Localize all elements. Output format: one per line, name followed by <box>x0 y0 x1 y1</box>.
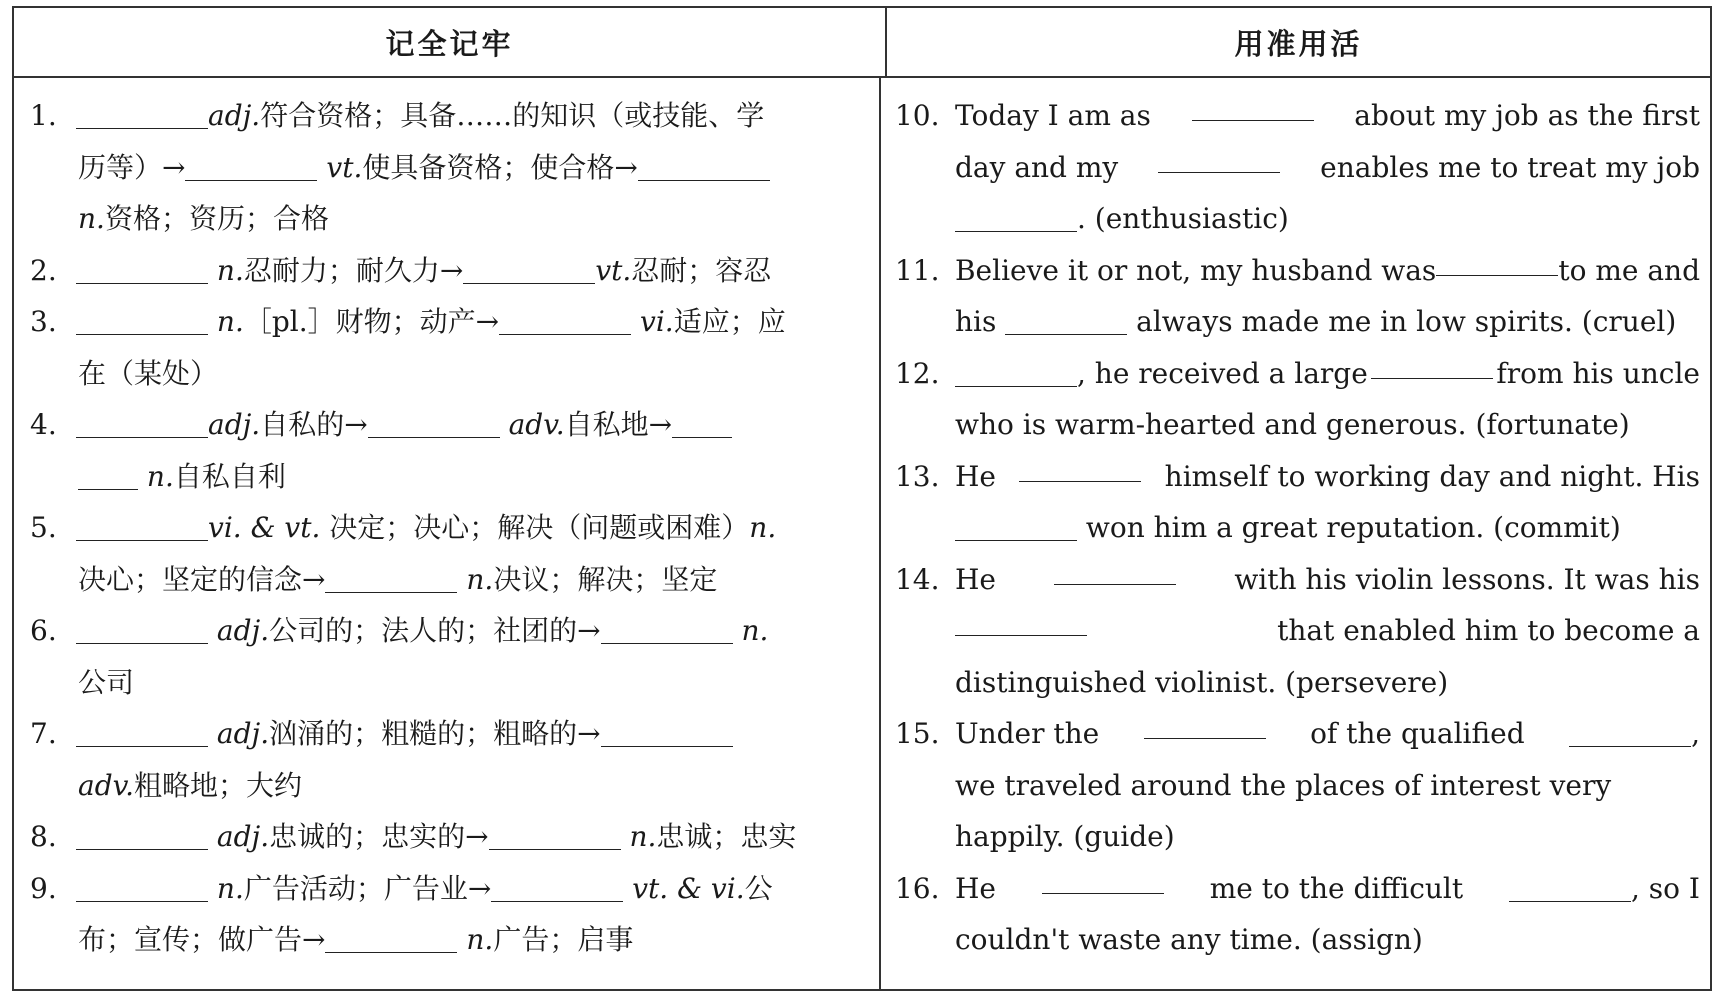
blank[interactable] <box>601 613 733 644</box>
blank[interactable] <box>955 510 1077 541</box>
vocabulary-table <box>12 6 1712 991</box>
item-7-line-1: 7. adj.汹涌的；粗糙的；粗略的→ <box>30 708 865 760</box>
blank[interactable] <box>76 819 208 850</box>
item-3-line-1: 3. n.［pl.］财物；动产→ vi.适应；应 <box>30 305 786 338</box>
blank[interactable] <box>76 304 208 335</box>
item-14-line-1: 14. He with his violin lessons. It was his <box>895 554 1700 606</box>
item-1-line-1: 1. adj.符合资格；具备……的知识（或技能、学 <box>30 99 765 132</box>
blank[interactable] <box>76 716 208 747</box>
item-8: 8. adj.忠诚的；忠实的→ n.忠诚；忠实 <box>30 820 797 853</box>
item-14-line-3: distinguished violinist. (persevere) <box>954 665 1449 699</box>
item-4-line-1: 4. adj.自私的→ adv.自私地→ <box>30 399 865 451</box>
blank[interactable] <box>1042 863 1164 894</box>
blank[interactable] <box>489 819 621 850</box>
blank[interactable] <box>368 407 500 438</box>
item-6-line-1: 6. adj.公司的；法人的；社团的→ n. <box>30 614 769 647</box>
item-3-line-2: 在（某处） <box>78 356 219 390</box>
item-5-line-2: 决心；坚定的信念→ n.决议；解决；坚定 <box>78 562 718 596</box>
blank[interactable] <box>1569 716 1691 747</box>
blank[interactable] <box>1436 245 1558 276</box>
blank[interactable] <box>463 253 595 284</box>
table-header <box>14 8 1710 78</box>
item-13-line-1: 13. He himself to working day and night. His <box>895 451 1700 503</box>
item-10-line-1: 10. Today I am as about my job as the first <box>895 90 1700 142</box>
blank[interactable] <box>76 407 208 438</box>
blank[interactable] <box>1054 554 1176 585</box>
item-1-line-3: n.资格；资历；合格 <box>78 202 329 235</box>
header-memorize: 记全记牢 <box>14 8 887 76</box>
blank[interactable] <box>491 871 623 902</box>
item-15-line-3: happily. (guide) <box>954 820 1175 853</box>
item-9-line-1: 9. n.广告活动；广告业→ vt. & vi.公 <box>30 871 773 905</box>
blank[interactable] <box>76 253 208 284</box>
blank[interactable] <box>601 716 733 747</box>
header-apply: 用准用活 <box>1234 26 1363 61</box>
item-16-line-2: couldn't waste any time. (assign) <box>954 923 1423 956</box>
right-column <box>881 78 1710 989</box>
blank[interactable] <box>325 922 457 953</box>
item-13-line-2: won him a great reputation. (commit) <box>895 502 1700 554</box>
item-12-line-1: 12. , he received a large from his uncle <box>895 348 1700 400</box>
item-1-line-2: 历等）→ vt.使具备资格；使合格→ <box>30 142 865 194</box>
item-9-line-2: 布；宣传；做广告→ n.广告；启事 <box>78 923 634 956</box>
blank[interactable] <box>185 150 317 181</box>
blank[interactable] <box>76 510 208 541</box>
blank[interactable] <box>76 98 208 129</box>
item-2: 2. n.忍耐力；耐久力→ vt.忍耐；容忍 <box>30 253 772 287</box>
item-16-line-1: 16. He me to the difficult , so I <box>895 863 1700 915</box>
blank[interactable] <box>1019 451 1141 482</box>
blank[interactable] <box>78 459 138 490</box>
blank[interactable] <box>76 871 208 902</box>
blank[interactable] <box>499 304 631 335</box>
item-15-line-1: 15. Under the of the qualified , <box>895 708 1700 760</box>
item-15-line-2: we traveled around the places of interest very <box>954 768 1612 802</box>
blank[interactable] <box>955 201 1077 232</box>
item-10-line-2: day and my enables me to treat my job <box>895 142 1700 194</box>
blank[interactable] <box>1192 90 1314 121</box>
item-5-line-1: 5. vi. & vt. 决定；决心；解决（问题或困难）n. <box>30 511 777 544</box>
blank[interactable] <box>1144 708 1266 739</box>
blank[interactable] <box>1158 142 1280 173</box>
item-14-line-2: that enabled him to become a <box>895 605 1700 657</box>
item-11-line-1: 11. Believe it or not, my husband was to me and <box>895 245 1700 297</box>
table-body <box>14 78 1710 989</box>
item-10-line-3: . (enthusiastic) <box>895 193 1700 245</box>
blank[interactable] <box>672 407 732 438</box>
blank[interactable] <box>1371 348 1493 379</box>
blank[interactable] <box>325 562 457 593</box>
blank[interactable] <box>638 150 770 181</box>
item-12-line-2: who is warm-hearted and generous. (fortunate) <box>954 408 1630 441</box>
item-4-line-2: n.自私自利 <box>30 451 865 503</box>
item-6-line-2: 公司 <box>78 665 135 699</box>
left-column <box>14 78 881 989</box>
item-11-line-2: his always made me in low spirits. (cruel) <box>954 305 1677 338</box>
blank[interactable] <box>76 613 208 644</box>
blank[interactable] <box>1005 304 1127 335</box>
blank[interactable] <box>955 356 1077 387</box>
blank[interactable] <box>1509 871 1631 902</box>
item-7-line-2: adv.粗略地；大约 <box>78 768 303 802</box>
blank[interactable] <box>955 605 1087 636</box>
